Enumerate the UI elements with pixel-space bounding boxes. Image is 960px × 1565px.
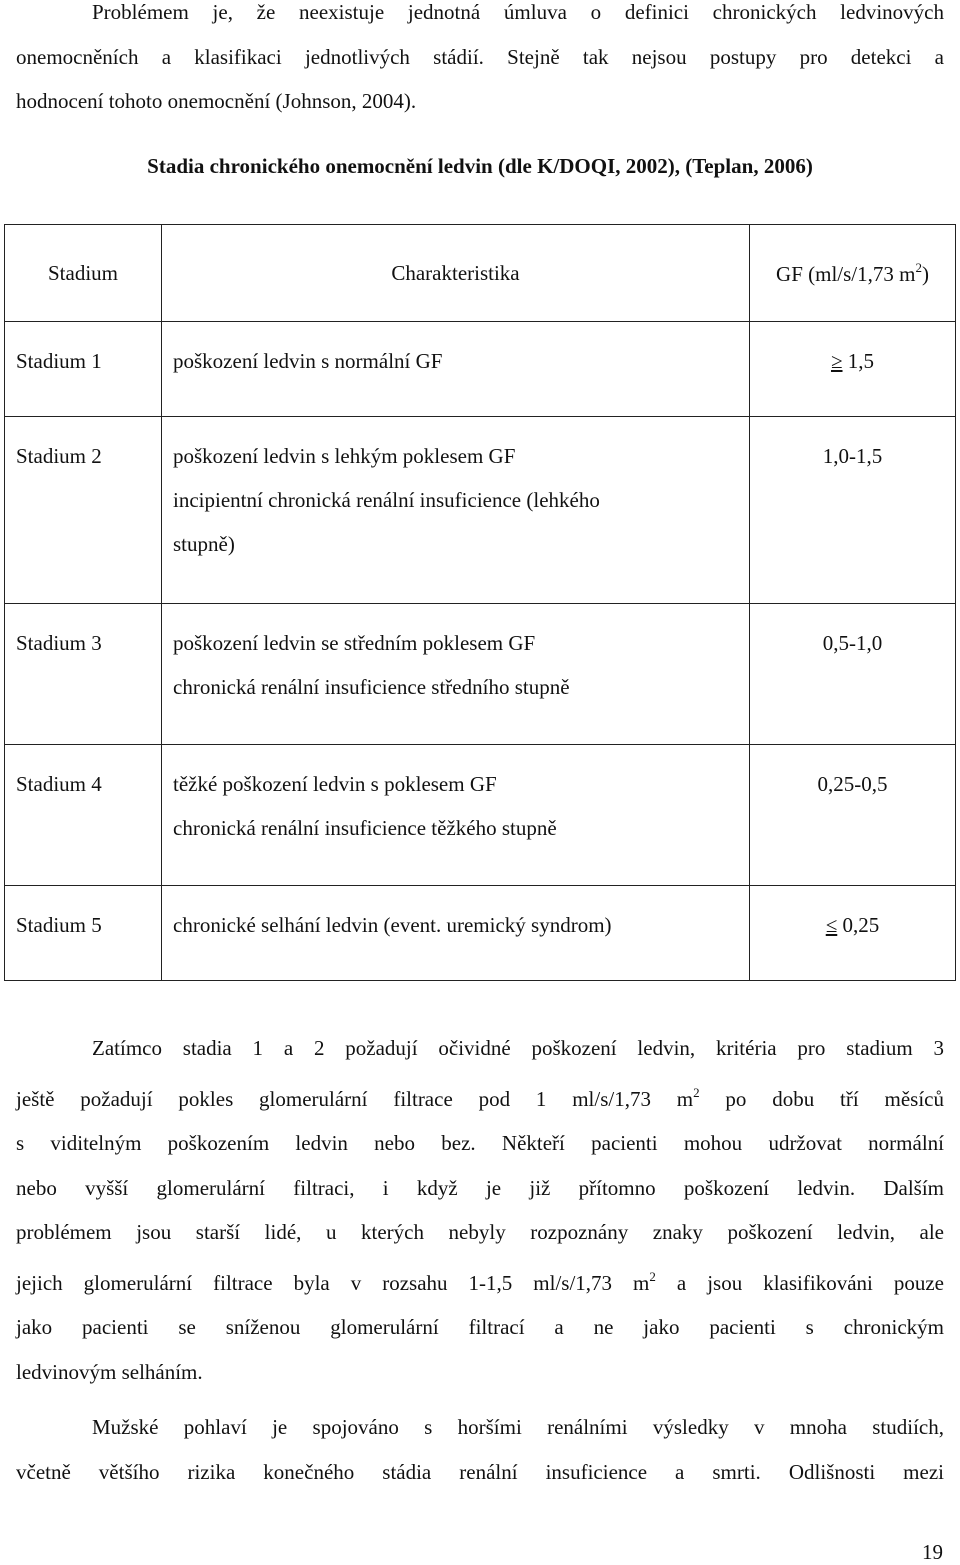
text-line: Zatímco stadia 1 a 2 požadují očividné poškození ledvin, kritéria pro stadium 3 xyxy=(92,1036,944,1060)
header-characteristic: Charakteristika xyxy=(162,225,750,322)
gf-value: 1,0-1,5 xyxy=(822,444,883,468)
table-row xyxy=(5,886,956,981)
characteristic-line: poškození ledvin se středním poklesem GF xyxy=(173,631,536,655)
table-row xyxy=(5,322,956,417)
header-gf-end: ) xyxy=(921,261,929,286)
text-line: s viditelným poškozením ledvin nebo bez. Někteří pacienti mohou udržovat normální xyxy=(16,1131,944,1155)
characteristic-line: těžké poškození ledvin s poklesem GF xyxy=(173,772,497,796)
table-row xyxy=(5,604,956,745)
characteristic-line: poškození ledvin s lehkým poklesem GF xyxy=(173,444,516,468)
gf-value: 0,25 xyxy=(842,913,880,937)
gf-cell xyxy=(750,604,956,745)
header-stage: Stadium xyxy=(5,225,162,322)
text-line: včetně většího rizika konečného stádia renální insuficience a smrti. Odlišnosti mezi xyxy=(16,1459,944,1484)
characteristic-line: poškození ledvin s normální GF xyxy=(173,349,443,373)
characteristic-line: chronická renální insuficience středního stupně xyxy=(173,675,570,699)
gf-sign: ≤ xyxy=(825,913,838,937)
characteristic-line: chronická renální insuficience těžkého stupně xyxy=(173,816,557,840)
header-gf-text: GF (ml/s/1,73 m xyxy=(776,261,916,286)
text-line: Problémem je, že neexistuje jednotná úmluva o definici chronických ledvinových xyxy=(92,0,944,24)
header-gf xyxy=(750,225,956,322)
gf-value: 0,5-1,0 xyxy=(822,631,883,655)
gf-value: 1,5 xyxy=(847,349,875,373)
intro-paragraph xyxy=(16,0,944,124)
gf-cell xyxy=(750,745,956,886)
table-title: Stadia chronického onemocnění ledvin (dle K/DOQI, 2002), (Teplan, 2006) xyxy=(147,154,813,178)
stage-cell: Stadium 3 xyxy=(5,604,162,745)
text-line: onemocněních a klasifikaci jednotlivých stádií. Stejně tak nejsou postupy pro detekci a xyxy=(16,44,944,69)
stage-cell: Stadium 4 xyxy=(5,745,162,886)
characteristic-cell xyxy=(162,745,750,886)
gf-sign: ≥ xyxy=(830,349,843,373)
characteristic-line: stupně) xyxy=(173,532,235,556)
header-gf-superscript: 2 xyxy=(915,259,922,275)
text-line: Mužské pohlaví je spojováno s horšími renálními výsledky v mnoha studiích, xyxy=(92,1415,944,1439)
characteristic-cell xyxy=(162,417,750,604)
characteristic-line: incipientní chronická renální insuficience (lehkého xyxy=(173,488,600,512)
gf-cell xyxy=(750,886,956,981)
text-line: ještě požadují pokles glomerulární filtrace pod 1 ml/s/1,73 $m^2$ po dobu tří měsíců xyxy=(16,1084,944,1111)
characteristic-cell xyxy=(162,604,750,745)
table-row xyxy=(5,417,956,604)
gf-cell xyxy=(750,417,956,604)
stage-cell: Stadium 1 xyxy=(5,322,162,417)
text-line: problémem jsou starší lidé, u kterých nebyly rozpoznány znaky poškození ledvin, ale xyxy=(16,1220,944,1244)
stage-cell: Stadium 5 xyxy=(5,886,162,981)
table-header-row xyxy=(5,225,956,322)
text-line: jako pacienti se sníženou glomerulární filtrací a ne jako pacienti s chronickým xyxy=(16,1315,944,1339)
characteristic-cell xyxy=(162,322,750,417)
text-line: jejich glomerulární filtrace byla v rozsahu 1-1,5 ml/s/1,73 $m^2$ a jsou klasifikováni pouze xyxy=(16,1268,944,1295)
gf-value: 0,25-0,5 xyxy=(817,772,888,796)
body-paragraph xyxy=(16,1026,944,1394)
stage-cell: Stadium 2 xyxy=(5,417,162,604)
characteristic-cell xyxy=(162,886,750,981)
text-line: hodnocení tohoto onemocnění (Johnson, 2004). xyxy=(16,89,417,113)
page-number: 19 xyxy=(922,1540,943,1564)
stages-table xyxy=(4,224,956,981)
body-paragraph xyxy=(16,1405,944,1494)
superscript: 2 xyxy=(649,1268,656,1284)
text-line: nebo vyšší glomerulární filtraci, i když je již přítomno poškození ledvin. Dalším xyxy=(16,1175,944,1200)
text-line: ledvinovým selháním. xyxy=(16,1359,203,1384)
characteristic-line: chronické selhání ledvin (event. uremický syndrom) xyxy=(173,913,612,937)
superscript: 2 xyxy=(693,1084,700,1100)
gf-cell xyxy=(750,322,956,417)
table-row xyxy=(5,745,956,886)
